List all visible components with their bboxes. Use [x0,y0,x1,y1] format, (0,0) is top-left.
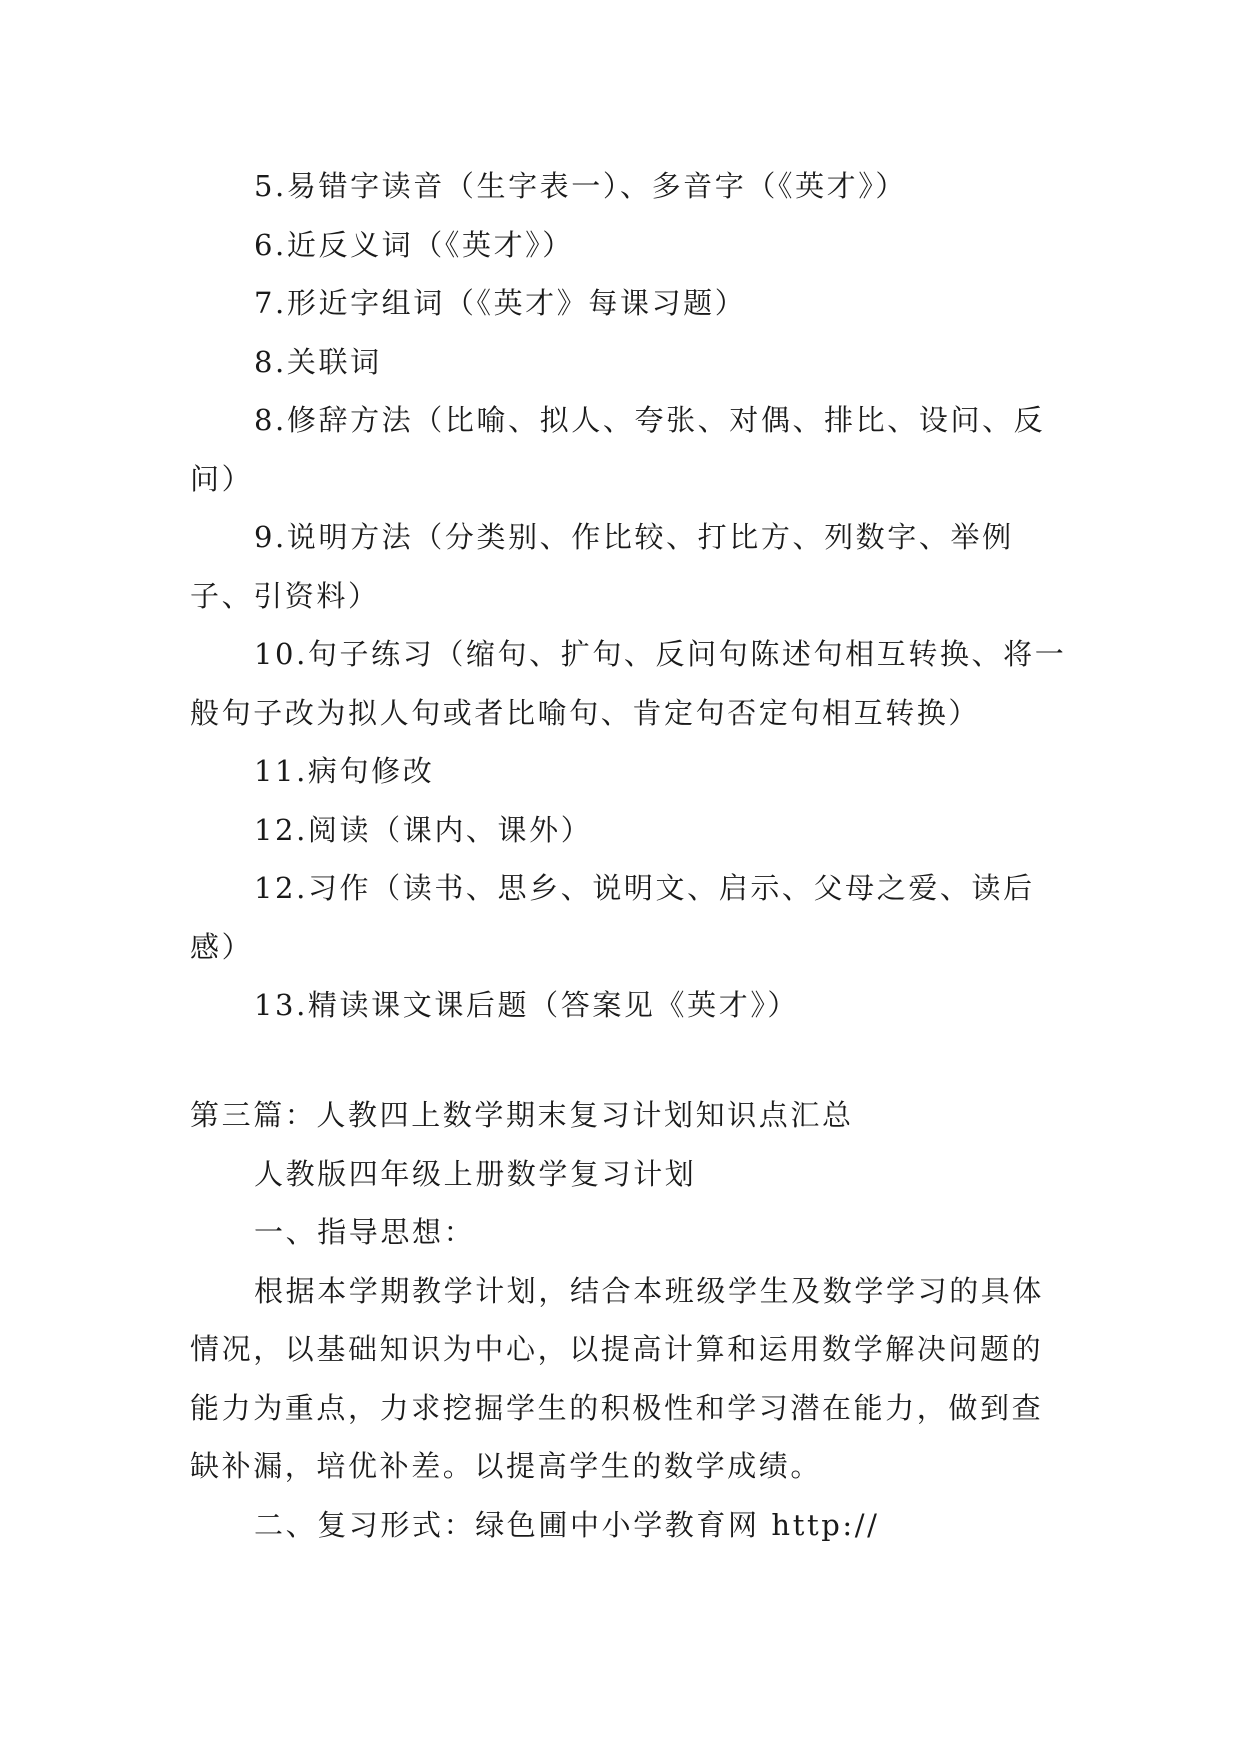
list-item: 8.关联词 [254,344,382,379]
list-item: 9.说明方法（分类别、作比较、打比方、列数字、举例子、引资料） [190,520,1014,613]
list-item: 12.阅读（课内、课外） [254,812,593,847]
list-item: 12.习作（读书、思乡、说明文、启示、父母之爱、读后感） [190,871,1035,964]
guide-paragraph: 根据本学期教学计划，结合本班级学生及数学学习的具体情况，以基础知识为中心，以提高计算和运用数学解决问题的能力为重点，力求挖掘学生的积极性和学习潜在能力，做到查缺补漏，培优补差。以提高学生的数学成绩。 [190,1273,1045,1483]
list-item: 13.精读课文课后题（答案见《英才》） [254,988,800,1022]
list-item: 8.修辞方法（比喻、拟人、夸张、对偶、排比、设问、反问） [190,403,1046,496]
section-heading: 第三篇：人教四上数学期末复习计划知识点汇总 [190,1098,854,1132]
list-item: 5.易错字读音（生字表一）、多音字（《英才》） [254,169,907,203]
section-subtitle: 人教版四年级上册数学复习计划 [254,1156,697,1191]
review-item-list [190,157,1070,1035]
list-item: 7.形近字组词（《英才》每课习题） [254,286,747,320]
list-item: 10.句子练习（缩句、扩句、反问句陈述句相互转换、将一般句子改为拟人句或者比喻句、肯定句否定句相互转换） [190,637,1067,730]
list-item: 11.病句修改 [254,754,435,788]
list-item: 6.近反义词（《英才》） [254,227,574,262]
guide-title: 一、指导思想： [254,1215,476,1249]
form-title: 二、复习形式：绿色圃中小学教育网 http:// [254,1507,880,1542]
section-three [190,1086,1070,1554]
